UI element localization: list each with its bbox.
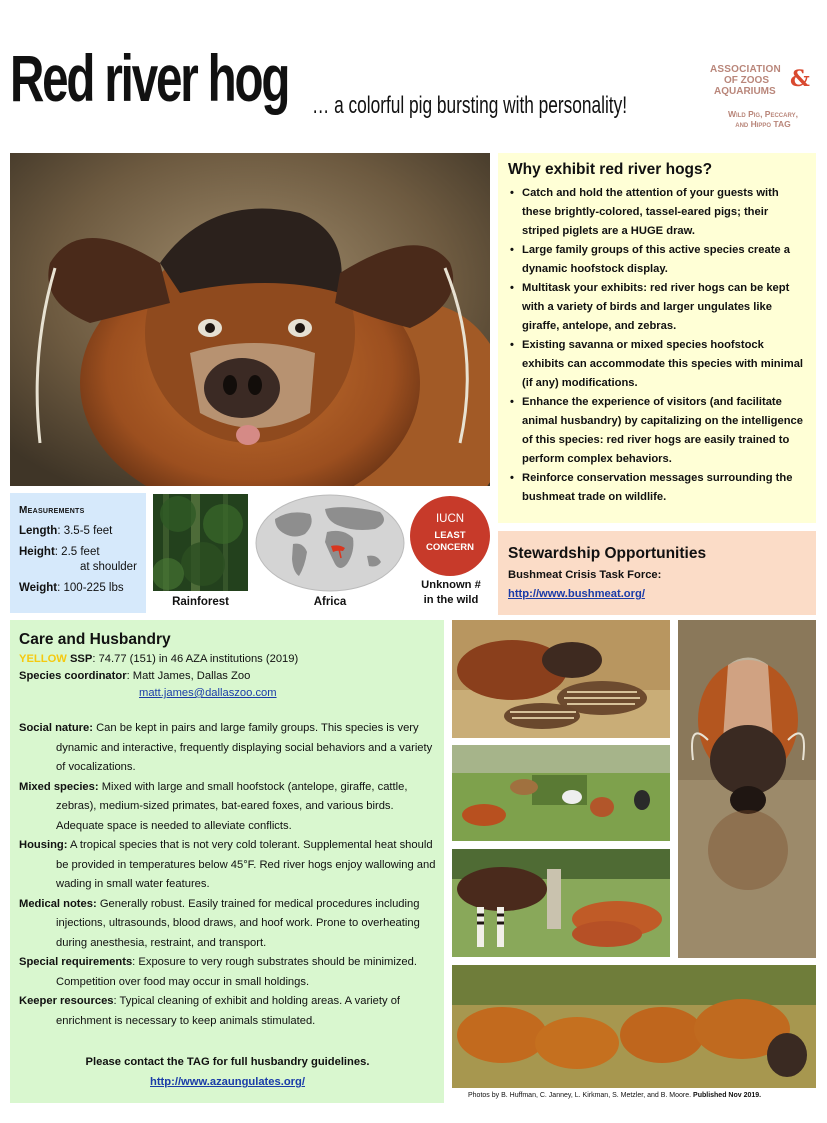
logo-line-zoos: OF ZOOS <box>724 75 769 86</box>
ssp-line <box>19 651 436 668</box>
ssp-value: : 74.77 (151) in 46 AZA institutions (2019) <box>92 653 299 665</box>
height-label: Height <box>19 546 55 558</box>
care-item-housing <box>19 836 436 895</box>
logo-line-aquariums: AQUARIUMS <box>714 86 776 97</box>
coordinator-email-link[interactable]: matt.james@dallaszoo.com <box>139 687 277 699</box>
weight-value: : 100-225 lbs <box>57 582 124 594</box>
population-note <box>404 578 498 608</box>
care-item-text: Can be kept in pairs and large family groups. This species is very dynamic and interactive, frequently displaying social behaviors and a variety of vocalizations. <box>56 722 433 773</box>
hog-herd-foraging-photo <box>452 965 816 1088</box>
coordinator-line <box>19 668 436 685</box>
length-label: Length <box>19 525 58 537</box>
care-item-label: Mixed species: <box>19 780 99 793</box>
measurements-title: Measurements <box>19 505 85 516</box>
coordinator-email-row <box>19 685 436 702</box>
list-item: • Reinforce conservation messages surrounding the bushmeat trade on wildlife. <box>508 469 808 507</box>
population-note-line1: Unknown # <box>421 579 481 591</box>
population-note-line2: in the wild <box>423 594 479 606</box>
ssp-color-label: YELLOW <box>19 653 67 665</box>
care-item-text: A tropical species that is not very cold tolerant. Supplemental heat should be provided in temperatures below 45°F. Red river hogs enjoy wallowing and wading in small water features. <box>56 839 436 890</box>
care-item-label: Housing: <box>19 839 68 851</box>
iucn-status <box>410 530 490 554</box>
height-note: at shoulder <box>80 561 137 573</box>
why-exhibit-list <box>508 184 808 507</box>
range-label: Africa <box>313 596 347 608</box>
care-item-medical <box>19 895 436 954</box>
ssp-label: SSP <box>69 653 93 665</box>
care-item-social <box>19 719 436 778</box>
care-item-label: Special requirements <box>19 956 133 968</box>
bushmeat-link[interactable]: http://www.bushmeat.org/ <box>508 588 645 600</box>
aza-logo <box>710 64 816 129</box>
care-item-text: : Typical cleaning of exhibit and holding areas. A variety of enrichment is necessary to keep animals stimulated. <box>56 995 401 1027</box>
photo-credits-text: Photos by B. Huffman, C. Janney, L. Kirkman, S. Metzler, and B. Moore. <box>468 1092 692 1099</box>
photo-credits <box>468 1092 820 1099</box>
page-title: Red river hog <box>10 41 289 115</box>
contact-note: Please contact the TAG for full husbandry guidelines. <box>85 1056 370 1068</box>
measurements-panel <box>10 493 146 613</box>
piglets-photo <box>452 620 670 738</box>
red-river-hog-portrait-photo <box>10 153 490 486</box>
contact-link-row <box>19 1072 436 1092</box>
iucn-abbr: IUCN <box>435 513 465 525</box>
mixed-species-exhibit-photo <box>452 745 670 841</box>
stewardship-title: Stewardship Opportunities <box>508 545 707 562</box>
coordinator-label: Species coordinator <box>19 670 127 682</box>
range-map <box>255 494 405 592</box>
care-item-label: Social nature: <box>19 722 93 734</box>
care-item-mixed-species <box>19 778 436 837</box>
care-item-label: Medical notes: <box>19 897 97 910</box>
care-item-special <box>19 953 436 992</box>
iucn-status-line1: LEAST <box>434 530 466 541</box>
weight-row <box>19 580 146 596</box>
why-exhibit-panel <box>498 153 816 523</box>
why-exhibit-title: Why exhibit red river hogs? <box>508 161 713 178</box>
rainforest-photo <box>153 494 248 591</box>
logo-tag-line1: Wild Pig, Peccary, <box>728 109 798 119</box>
length-value: : 3.5-5 feet <box>57 525 113 537</box>
logo-tag-line2: and Hippo TAG <box>735 119 791 129</box>
care-item-text: Generally robust. Easily trained for medical procedures including injections, ultrasounds, blood draws, and hoof work. Prone to overheating during anesthesia, restraint, and transport. <box>56 897 420 949</box>
list-item: • Catch and hold the attention of your guests with these brightly-colored, tassel-eared pigs; their striped piglets are a HUGE draw. <box>508 184 808 241</box>
care-husbandry-title: Care and Husbandry <box>19 631 171 648</box>
stewardship-org: Bushmeat Crisis Task Force: <box>508 569 662 581</box>
list-item: • Large family groups of this active species create a dynamic hoofstock display. <box>508 241 808 279</box>
okapi-and-hogs-photo <box>452 849 670 957</box>
coordinator-value: : Matt James, Dallas Zoo <box>126 670 251 682</box>
weight-label: Weight <box>19 582 58 594</box>
list-item: • Enhance the experience of visitors (and facilitate animal husbandry) by capitalizing on the intelligence of this species: red river hogs are easily trained to perform complex behaviors. <box>508 393 808 469</box>
logo-line-association: ASSOCIATION <box>710 64 781 75</box>
care-item-label: Keeper resources <box>19 995 114 1007</box>
care-item-keeper <box>19 992 436 1031</box>
height-value: : 2.5 feet <box>54 546 100 558</box>
published-date: Published Nov 2019. <box>693 1092 762 1099</box>
height-row <box>19 544 146 560</box>
list-item: • Multitask your exhibits: red river hogs can be kept with a variety of birds and larger ungulates like giraffe, antelope, and zebras. <box>508 279 808 336</box>
care-item-text: : Exposure to very rough substrates should be minimized. Competition over food may occur in small holdings. <box>56 956 417 988</box>
azaungulates-link[interactable]: http://www.azaungulates.org/ <box>150 1076 305 1088</box>
hog-wading-photo <box>678 620 816 958</box>
iucn-status-line2: CONCERN <box>425 542 475 553</box>
stewardship-panel <box>498 531 816 615</box>
care-item-text: Mixed with large and small hoofstock (antelope, giraffe, cattle, zebras), medium-sized primates, bat-eared foxes, and various birds. Adequate space is needed to alleviate conflicts. <box>56 780 408 832</box>
habitat-label: Rainforest <box>172 596 229 608</box>
page-subtitle: … a colorful pig bursting with personality! <box>312 92 628 119</box>
list-item: • Existing savanna or mixed species hoofstock exhibits can accommodate this species with minimal (if any) modifications. <box>508 336 808 393</box>
iucn-status-badge <box>410 496 490 576</box>
logo-ampersand: & <box>790 66 810 92</box>
care-husbandry-panel <box>10 620 444 1103</box>
length-row <box>19 523 146 539</box>
